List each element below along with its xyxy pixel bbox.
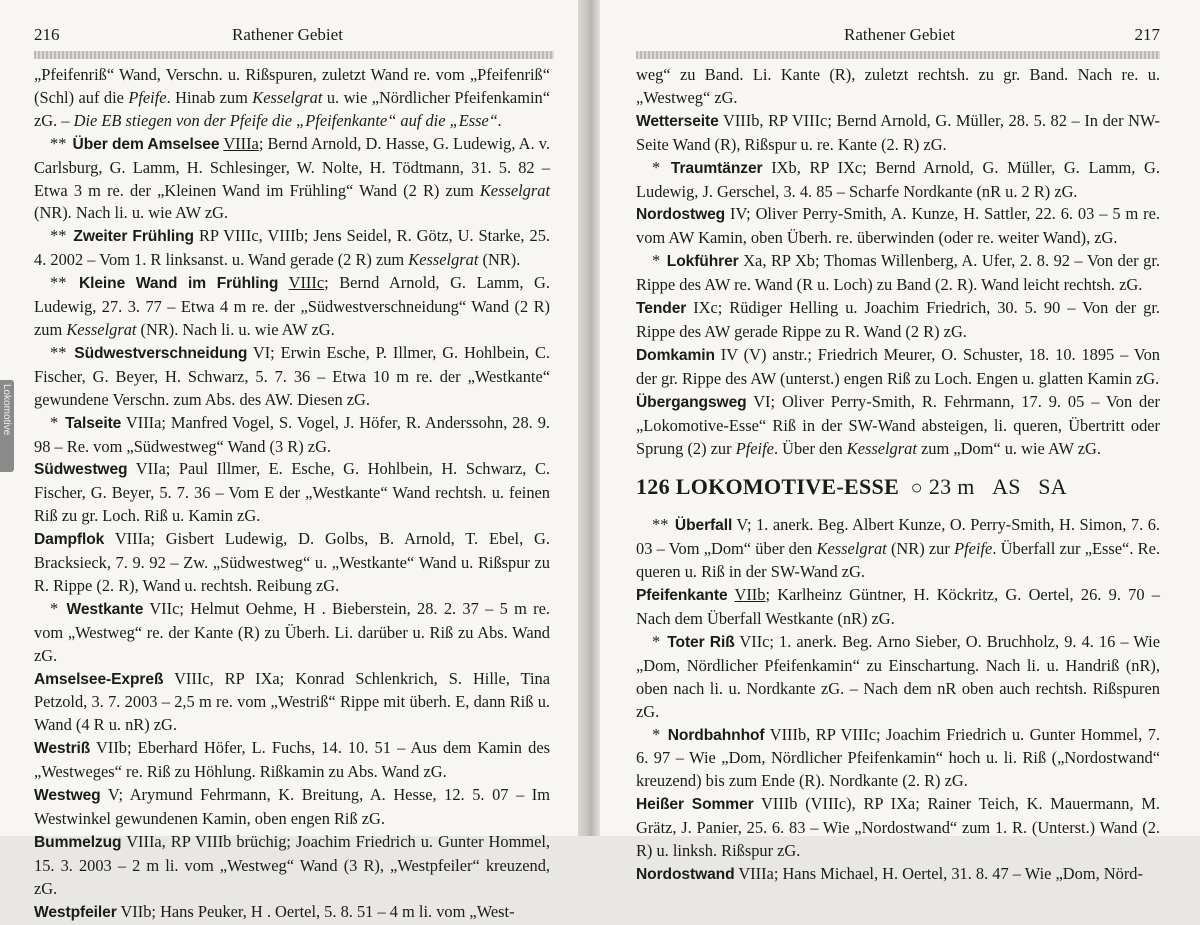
route-text: VIIc; Helmut Oehme, H . Bieberstein, 28. 2. 37 – 5 m re. vom „Westweg“ re. der Kante (R) zu Überh. Li. darüber u. Riß zu Abs. Wand zG. xyxy=(34,598,551,665)
route-name: Lokführer xyxy=(666,253,739,271)
route-text: VIIIa, RP VIIIb brüchig; Joachim Friedrich u. Gunter Hommel, 15. 3. 2003 – 2 m li. vom „Westweg“ Wand (3 R), „Westpfeiler“ kreuzend, zG. xyxy=(34,831,550,898)
route-name: Westpfeiler xyxy=(34,903,117,921)
route-name: Über dem Amselsee xyxy=(72,135,220,153)
feature-name: Pfeife xyxy=(128,87,167,107)
route-text: V; 1. anerk. Beg. Albert Kunze, O. Perry-Smith, H. Simon, 7. 6. 03 – Vom „Dom“ über den xyxy=(636,515,1160,559)
route-rating-stars: * xyxy=(652,724,666,744)
route-name: Übergangsweg xyxy=(636,393,747,411)
route-entry xyxy=(34,668,550,738)
route-text: ; Karlheinz Güntner, H. Köckritz, G. Oertel, 26. 9. 70 – Nach dem Überfall Westkante (nR) zG. xyxy=(636,585,1160,629)
route-name: Überfall xyxy=(674,517,733,535)
route-entry xyxy=(34,598,550,668)
route-name: Westkante xyxy=(66,600,144,618)
route-grade: VIIIc xyxy=(288,273,325,293)
route-text: VIIa; Paul Illmer, E. Esche, G. Hohlbein, H. Schwarz, C. Fischer, G. Beyer, 5. 7. 36 – Vom E der „Westkante“ Wand rechtsh. u. feinen Riß zu gr. Loch. Riß u. Kamin zG. xyxy=(34,459,550,526)
route-rating-stars: * xyxy=(652,631,666,651)
route-text: VIIIb (VIIIc), RP IXa; Rainer Teich, K. Mauermann, M. Grätz, J. Panier, 25. 6. 83 – Wie „Nordostwand“ zum 1. R. (Unterst.) Wand (2. R) u. linksh. Rißspur zG. xyxy=(636,794,1160,861)
route-text xyxy=(278,273,288,292)
route-text: IV (V) anstr.; Friedrich Meurer, O. Schuster, 18. 10. 1895 – Von der gr. Rippe des AW (unterst.) engen Riß zu Loch. Engen u. glatten Kamin zG. xyxy=(636,344,1160,388)
route-rating-stars: ** xyxy=(50,273,77,293)
route-text: (NR). xyxy=(478,250,521,270)
book-gutter xyxy=(578,0,600,836)
route-entry xyxy=(636,297,1160,344)
feature-name: Pfeife xyxy=(735,438,774,458)
feature-name: Pfeife xyxy=(954,539,993,559)
route-name: Westriß xyxy=(34,740,91,758)
left-page-header xyxy=(34,22,554,48)
running-head: Rathener Gebiet xyxy=(844,25,955,44)
route-rating-stars: * xyxy=(50,412,64,432)
route-entry xyxy=(34,528,550,598)
route-text: zum „Dom“ u. wie AW zG. xyxy=(916,438,1101,458)
route-rating-stars: ** xyxy=(50,133,71,153)
route-entry xyxy=(34,458,550,528)
route-rating-stars: * xyxy=(652,157,669,177)
route-name: Südwestweg xyxy=(34,461,128,479)
route-text: VIIIa; Hans Michael, H. Oertel, 31. 8. 47 – Wie „Dom, Nörd- xyxy=(734,864,1143,883)
route-text: (NR). Nach li. u. wie AW zG. xyxy=(34,203,229,223)
route-text: (NR) zur xyxy=(886,539,955,559)
route-name: Amselsee-Expreß xyxy=(34,670,164,688)
route-text: IV; Oliver Perry-Smith, A. Kunze, H. Sattler, 22. 6. 03 – 5 m re. vom AW Kamin, oben Überh. re. überwinden (oder re. weiter Wand), zG. xyxy=(636,204,1160,248)
summit-height: 23 m xyxy=(928,474,975,500)
route-text: VIIc; 1. anerk. Beg. Arno Sieber, O. Bruchholz, 9. 4. 16 – Wie „Dom, Nördlicher Pfeifenkamin“ zu Einschartung. Nach li. u. Handriß (nR), oben nach li. u. Nordkante zG. – Nach dem nR oben auch rechtsh. Rißspuren zG. xyxy=(636,631,1160,721)
running-head: Rathener Gebiet xyxy=(232,25,343,44)
page-number: 217 xyxy=(1134,25,1160,44)
route-name: Talseite xyxy=(65,414,122,432)
route-entry xyxy=(636,584,1160,631)
route-name: Nordbahnhof xyxy=(667,726,765,744)
route-entry xyxy=(34,342,550,412)
header-rule xyxy=(34,51,554,59)
summit-number: 126 xyxy=(636,474,670,500)
route-entry xyxy=(636,157,1160,204)
header-rule xyxy=(636,51,1160,59)
route-text: VIIIc, RP IXa; Konrad Schlenkrich, S. Hille, Tina Petzold, 3. 7. 2003 – 2,5 m re. vom „Westriß“ Rippe mit überh. E, dann Riß u. Wand (4 R u. nR) zG. xyxy=(34,668,550,735)
feature-name: Kesselgrat xyxy=(252,87,323,107)
route-text: ; Bernd Arnold, G. Lamm, G. Ludewig, 27. 3. 77 – Etwa 4 m re. der „Südwestverschneidung“ Wand (2 R) zum xyxy=(34,273,550,339)
route-entry xyxy=(636,631,1160,724)
route-rating-stars: ** xyxy=(50,342,73,362)
route-entry xyxy=(636,514,1160,584)
route-entry xyxy=(34,64,550,133)
route-text: VIIIa; Gisbert Ludewig, D. Golbs, B. Arnold, T. Ebel, G. Bracksieck, 7. 9. 92 – Zw. „Südwestweg“ u. „Westkante“ Wand u. Rißspur zu R. Rippe (2. R), Wand u. rechtsh. Reibung zG. xyxy=(34,529,550,595)
route-name: Bummelzug xyxy=(34,833,122,851)
route-entry xyxy=(34,737,550,784)
route-entry xyxy=(636,64,1160,110)
route-text: . Hinab zum xyxy=(166,87,253,107)
route-text: VIIb; Eberhard Höfer, L. Fuchs, 14. 10. 51 – Aus dem Kamin des „Westweges“ re. Riß zu Höhlung. Rißkamin zu Abs. Wand zG. xyxy=(34,738,550,782)
route-list xyxy=(636,64,1160,460)
route-name: Zweiter Frühling xyxy=(73,228,194,246)
route-text xyxy=(728,585,735,604)
route-list xyxy=(636,514,1160,887)
feature-name: Kesselgrat xyxy=(479,180,550,200)
route-entry xyxy=(636,724,1160,794)
route-name: Traumtänzer xyxy=(670,159,763,177)
feature-name: Kesselgrat xyxy=(846,438,917,458)
route-name: Nordostweg xyxy=(636,206,726,224)
route-text: VIIb; Hans Peuker, H . Oertel, 5. 8. 51 – 4 m li. vom „West- xyxy=(116,901,515,921)
route-rating-stars: * xyxy=(652,251,665,271)
route-text: „Pfeifenriß“ Wand, Verschn. u. Rißspuren, zuletzt Wand re. vom „Pfeifenriß“ (Schl) auf die xyxy=(34,65,550,107)
route-entry xyxy=(636,863,1160,887)
route-entry xyxy=(636,250,1160,297)
right-page-header xyxy=(636,22,1160,48)
route-entry xyxy=(34,133,550,226)
route-text: ; Bernd Arnold, D. Hasse, G. Ludewig, A. v. Carlsburg, G. Lamm, H. Schlesinger, W. Nolte, H. Tödtmann, 31. 5. 82 – Etwa 3 m re. der „Kleinen Wand im Frühling“ Wand (2 R) zum xyxy=(34,133,550,200)
route-text: VIIIa; Manfred Vogel, S. Vogel, J. Höfer, R. Anderssohn, 28. 9. 98 – Re. vom „Südwestweg“ Wand (3 R) zG. xyxy=(34,412,550,456)
thumb-index-label: Lokomotive xyxy=(1,384,12,436)
route-name: Dampflok xyxy=(34,531,105,549)
feature-name: Kesselgrat xyxy=(816,539,887,559)
route-entry xyxy=(636,344,1160,391)
route-entry xyxy=(34,225,550,272)
route-entry xyxy=(636,793,1160,863)
feature-name: Kesselgrat xyxy=(66,319,137,339)
page-number: 216 xyxy=(34,25,60,44)
route-entry xyxy=(34,901,550,925)
route-text: . Über den xyxy=(773,438,847,458)
route-entry xyxy=(34,784,550,831)
route-name: Toter Riß xyxy=(667,633,735,651)
route-rating-stars: ** xyxy=(50,226,72,246)
route-name: Südwestverschneidung xyxy=(74,344,248,362)
feature-name: Die EB stiegen von der Pfeife die „Pfeifenkante“ auf die „Esse“. xyxy=(73,110,502,130)
route-entry xyxy=(636,110,1160,157)
right-page xyxy=(600,0,1200,883)
feature-name: Kesselgrat xyxy=(408,250,479,270)
route-name: Heißer Sommer xyxy=(636,796,754,814)
route-rating-stars: ** xyxy=(652,515,673,535)
summit-symbol: ○ xyxy=(910,477,924,500)
summit-heading xyxy=(636,473,1160,502)
route-name: Kleine Wand im Frühling xyxy=(78,275,279,293)
route-text: u. wie „Nördlicher Pfeifenkamin“ zG. – xyxy=(34,87,550,130)
route-name: Domkamin xyxy=(636,346,715,364)
summit-codes: AS SA xyxy=(992,474,1067,500)
route-text: Xa, RP Xb; Thomas Willenberg, A. Ufer, 2. 8. 92 – Von der gr. Rippe des AW re. Wand (R u. Loch) zu Band (2. R). Wand leicht rechtsh. zG. xyxy=(636,251,1161,295)
route-grade: VIIb xyxy=(734,585,766,605)
summit-name: LOKOMOTIVE-ESSE xyxy=(675,474,900,500)
route-rating-stars: * xyxy=(50,598,65,618)
right-page-body xyxy=(636,64,1160,887)
route-text: VIIIb, RP VIIIc; Bernd Arnold, G. Müller, 28. 5. 82 – In der NW-Seite Wand (R), Rißspur u. re. Kante (2. R) zG. xyxy=(636,110,1160,154)
route-text: weg“ zu Band. Li. Kante (R), zuletzt rechtsh. zu gr. Band. Nach re. u. „Westweg“ zG. xyxy=(636,65,1160,107)
route-entry xyxy=(636,203,1160,250)
route-entry xyxy=(34,272,550,342)
route-entry xyxy=(34,412,550,459)
thumb-index-tab xyxy=(0,380,14,472)
left-page xyxy=(0,0,578,921)
route-text: . Überfall zur „Esse“. Re. queren u. Riß in der SW-Wand zG. xyxy=(636,539,1160,582)
left-page-body xyxy=(34,64,550,925)
route-name: Pfeifenkante xyxy=(636,587,728,605)
route-text: (NR). Nach li. u. wie AW zG. xyxy=(136,319,335,339)
route-entry xyxy=(636,391,1160,461)
route-text: RP VIIIc, VIIIb; Jens Seidel, R. Götz, U. Starke, 25. 4. 2002 – Vom 1. R linksanst. u. Wand gerade (2 R) zum xyxy=(34,226,550,270)
route-text: VI; Erwin Esche, P. Illmer, G. Hohlbein, C. Fischer, G. Beyer, H. Schwarz, 5. 7. 36 – Etwa 10 m re. der „Westkante“ gewundene Verschn. zum Abs. des AW. Diesen zG. xyxy=(34,342,550,409)
route-text: IXb, RP IXc; Bernd Arnold, G. Müller, G. Lamm, G. Ludewig, J. Gerschel, 3. 4. 85 – Scharfe Nordkante (nR u. 2 R) zG. xyxy=(636,157,1160,201)
route-entry xyxy=(34,831,550,901)
route-text: V; Arymund Fehrmann, K. Breitung, A. Hesse, 12. 5. 07 – Im Westwinkel gewundenen Kamin, oben engen Riß zG. xyxy=(34,785,550,828)
route-name: Tender xyxy=(636,300,687,318)
route-name: Wetterseite xyxy=(636,112,719,130)
route-name: Nordostwand xyxy=(636,866,735,883)
route-text: VI; Oliver Perry-Smith, R. Fehrmann, 17. 9. 05 – Von der „Lokomotive-Esse“ Riß in der SW-Wand absteigen, li. queren, Übertritt oder Sprung (2) zur xyxy=(636,391,1160,458)
route-grade: VIIIa xyxy=(223,133,259,153)
route-text: VIIIb, RP VIIIc; Joachim Friedrich u. Gunter Hommel, 7. 6. 97 – Wie „Dom, Nördlicher Pfeifenkamin“ hoch u. li. Riß („Nordostwand“ kreuzend) bis zum Ende (R). Nordkante (2. R) zG. xyxy=(636,724,1160,791)
route-text: IXc; Rüdiger Helling u. Joachim Friedrich, 30. 5. 90 – Von der gr. Rippe des AW gerade Rippe zu R. Wand (2 R) zG. xyxy=(636,298,1160,341)
route-name: Westweg xyxy=(34,787,101,805)
